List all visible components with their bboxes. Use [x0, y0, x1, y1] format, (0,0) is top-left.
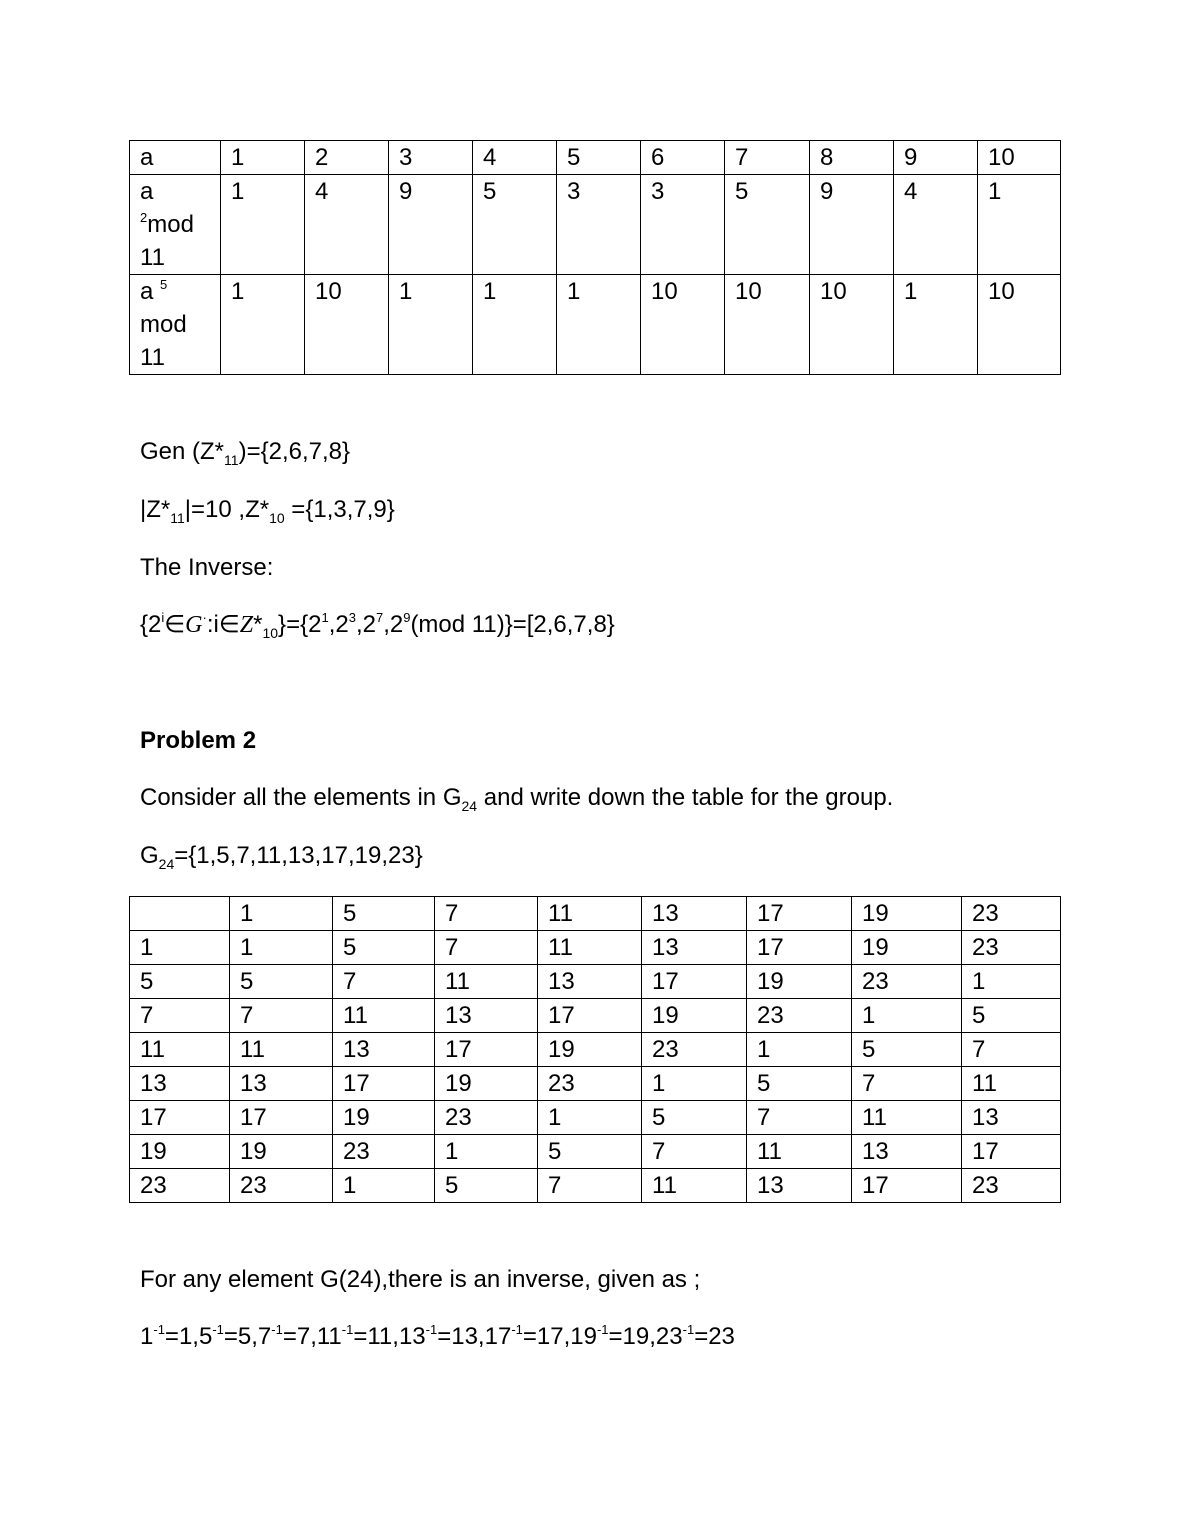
table-cell: 10 [305, 275, 389, 375]
table-cell: 10 [978, 275, 1061, 375]
row-header-cell: 13 [130, 1067, 230, 1101]
table-cell: 11 [852, 1101, 962, 1135]
table-cell: 5 [557, 141, 641, 175]
inverse-value: =7, [282, 1323, 317, 1350]
table-row [130, 175, 1061, 275]
table-cell: 5 [333, 931, 435, 965]
table-cell: 19 [642, 999, 747, 1033]
table-cell: 19 [747, 965, 852, 999]
table-cell: 1 [389, 275, 473, 375]
table-cell: 19 [852, 897, 962, 931]
table-cell: 17 [435, 1033, 538, 1067]
table-cell: 5 [852, 1033, 962, 1067]
table-row [130, 1101, 1061, 1135]
inverse-exponent: -1 [212, 1322, 224, 1337]
table-row [130, 141, 1061, 175]
table-row [130, 999, 1061, 1033]
table-cell: 4 [305, 175, 389, 275]
table-cell: 7 [435, 897, 538, 931]
table-cell: 17 [747, 897, 852, 931]
inverse-base: 13 [398, 1323, 426, 1350]
table-cell: 1 [221, 275, 305, 375]
table-cell: 13 [962, 1101, 1061, 1135]
table-cell: 1 [557, 275, 641, 375]
table-cell: 1 [473, 275, 557, 375]
table-cell: 11 [230, 1033, 333, 1067]
problem-2-statement: Consider all the elements in $G_{24}$ and write down the table for the group. [140, 784, 894, 814]
inverse-set-line: $\{2^i\in G^\cdot:i\in Z*_{10}\}=\{2^1,2^3,2^7,2^9(mod$ 11)}=[2,6,7,8} [140, 610, 615, 641]
inverse-exponent: -1 [271, 1322, 283, 1337]
table-cell: 1 [642, 1067, 747, 1101]
table-cell: 13 [852, 1135, 962, 1169]
table-cell: 9 [810, 175, 894, 275]
table-cell: 1 [221, 141, 305, 175]
table-header-row [130, 897, 1061, 931]
inverse-base: 11 [316, 1323, 342, 1350]
table-cell: 19 [852, 931, 962, 965]
inverse-statement: For any element G(24),there is an inverse, given as ; [140, 1266, 701, 1293]
table-cell: 17 [642, 965, 747, 999]
table-cell: 17 [230, 1101, 333, 1135]
table-cell: 11 [435, 965, 538, 999]
table-cell: 13 [333, 1033, 435, 1067]
table-cell: 8 [810, 141, 894, 175]
table-cell: 3 [641, 175, 725, 275]
inverse-value: =1, [164, 1323, 199, 1350]
table-cell: 11 [538, 931, 642, 965]
inverse-value: =11, [353, 1323, 399, 1350]
powers-mod-11-table [129, 140, 1061, 375]
table-cell: 17 [333, 1067, 435, 1101]
table-cell: 23 [962, 897, 1061, 931]
table-cell: 5 [962, 999, 1061, 1033]
inverse-base: 7 [257, 1323, 272, 1350]
inverse-value: =19, [608, 1323, 656, 1350]
table-cell: 10 [978, 141, 1061, 175]
table-cell: 5 [538, 1135, 642, 1169]
table-cell: 7 [725, 141, 810, 175]
order-line: $|Z*_{11}|=10$ $,Z*_{10} =\{1,3,7,9\}$ [140, 496, 395, 526]
table-row [130, 931, 1061, 965]
table-cell: 11 [747, 1135, 852, 1169]
table-cell: 19 [538, 1033, 642, 1067]
table-cell: 5 [230, 965, 333, 999]
inverse-base: 17 [484, 1323, 512, 1350]
inverse-value: =5, [223, 1323, 258, 1350]
table-cell: 23 [333, 1135, 435, 1169]
table-cell: 10 [810, 275, 894, 375]
table-cell: 2 [305, 141, 389, 175]
table-cell: 7 [333, 965, 435, 999]
table-row [130, 1033, 1061, 1067]
table-cell: 5 [473, 175, 557, 275]
table-cell: 1 [978, 175, 1061, 275]
table-cell: 3 [557, 175, 641, 275]
table-cell: 1 [962, 965, 1061, 999]
table-cell: 23 [747, 999, 852, 1033]
table-cell: 19 [333, 1101, 435, 1135]
table-cell: 13 [747, 1169, 852, 1203]
row-header-cell [130, 897, 230, 931]
table-cell: 17 [852, 1169, 962, 1203]
inverse-base: 5 [198, 1323, 213, 1350]
table-cell: 1 [747, 1033, 852, 1067]
table-cell: 13 [642, 897, 747, 931]
inverse-value: =13, [437, 1323, 485, 1350]
table-cell: 7 [230, 999, 333, 1033]
table-cell: 1 [230, 897, 333, 931]
table-cell: 6 [641, 141, 725, 175]
table-row [130, 1169, 1061, 1203]
table-row [130, 1067, 1061, 1101]
row-header-cell: 11 [130, 1033, 230, 1067]
table-cell: 5 [747, 1067, 852, 1101]
g24-group-table [129, 896, 1061, 1203]
table-cell: 11 [333, 999, 435, 1033]
table-cell: 19 [230, 1135, 333, 1169]
inverse-base: 1 [140, 1323, 154, 1350]
generators-line: Gen $(Z*_{11})=\{2,6,7,8\}$ [140, 438, 351, 468]
inverse-value: =17, [522, 1323, 571, 1350]
g24-set-line: $G_{24}=\{1,5,7,11,13,17,19,23\}$ [140, 842, 423, 872]
table-cell: 1 [435, 1135, 538, 1169]
inverse-exponent: -1 [341, 1322, 354, 1337]
table-cell: 11 [538, 897, 642, 931]
table-cell: 23 [642, 1033, 747, 1067]
inverse-exponent: -1 [425, 1322, 438, 1337]
table-cell: 23 [435, 1101, 538, 1135]
table-cell: 17 [747, 931, 852, 965]
table-cell: 9 [894, 141, 978, 175]
table-cell: 19 [435, 1067, 538, 1101]
inverse-base: 23 [655, 1323, 683, 1350]
table-row [130, 1135, 1061, 1169]
table-cell: 9 [389, 175, 473, 275]
table-cell: 5 [435, 1169, 538, 1203]
row-header-cell: 23 [130, 1169, 230, 1203]
table-cell: 7 [642, 1135, 747, 1169]
table-cell: 13 [435, 999, 538, 1033]
table-cell: 13 [230, 1067, 333, 1101]
row-header-a2-mod-11: a $^2$mod 11 [130, 175, 221, 275]
table-cell: 23 [962, 1169, 1061, 1203]
table-cell: 23 [962, 931, 1061, 965]
table-cell: 4 [894, 175, 978, 275]
table-cell: 11 [962, 1067, 1061, 1101]
inverse-title: The Inverse: [140, 554, 274, 581]
inverse-list-line [140, 1322, 735, 1352]
table-row [130, 965, 1061, 999]
table-cell: 4 [473, 141, 557, 175]
table-cell: 1 [852, 999, 962, 1033]
inverse-exponent: -1 [596, 1322, 609, 1337]
table-cell: 5 [642, 1101, 747, 1135]
table-cell: 5 [725, 175, 810, 275]
table-cell: 5 [333, 897, 435, 931]
table-cell: 17 [962, 1135, 1061, 1169]
inverse-base: 19 [570, 1323, 597, 1350]
table-cell: 1 [221, 175, 305, 275]
row-header-a5-mod-11: a $^5$ mod 11 [130, 275, 221, 375]
row-header-cell: 7 [130, 999, 230, 1033]
table-cell: 7 [962, 1033, 1061, 1067]
table-cell: 3 [389, 141, 473, 175]
table-cell: 11 [642, 1169, 747, 1203]
table-cell: 7 [747, 1101, 852, 1135]
row-header-cell: 19 [130, 1135, 230, 1169]
inverse-exponent: -1 [511, 1322, 523, 1337]
table-cell: 1 [538, 1101, 642, 1135]
table-cell: 13 [642, 931, 747, 965]
row-header-cell: 1 [130, 931, 230, 965]
table-row [130, 275, 1061, 375]
table-cell: 7 [435, 931, 538, 965]
inverse-exponent: -1 [682, 1322, 695, 1337]
table-cell: 23 [230, 1169, 333, 1203]
row-header-cell: 5 [130, 965, 230, 999]
table-cell: 13 [538, 965, 642, 999]
table-cell: 23 [538, 1067, 642, 1101]
row-header-a: a [130, 141, 221, 175]
table-cell: 1 [230, 931, 333, 965]
table-cell: 1 [894, 275, 978, 375]
table-cell: 7 [538, 1169, 642, 1203]
inverse-exponent: -1 [153, 1322, 165, 1337]
table-cell: 10 [725, 275, 810, 375]
table-cell: 7 [852, 1067, 962, 1101]
table-cell: 1 [333, 1169, 435, 1203]
inverse-value: =23 [694, 1323, 735, 1350]
table-cell: 23 [852, 965, 962, 999]
problem-2-heading: Problem 2 [140, 727, 257, 754]
table-cell: 10 [641, 275, 725, 375]
row-header-cell: 17 [130, 1101, 230, 1135]
table-cell: 17 [538, 999, 642, 1033]
